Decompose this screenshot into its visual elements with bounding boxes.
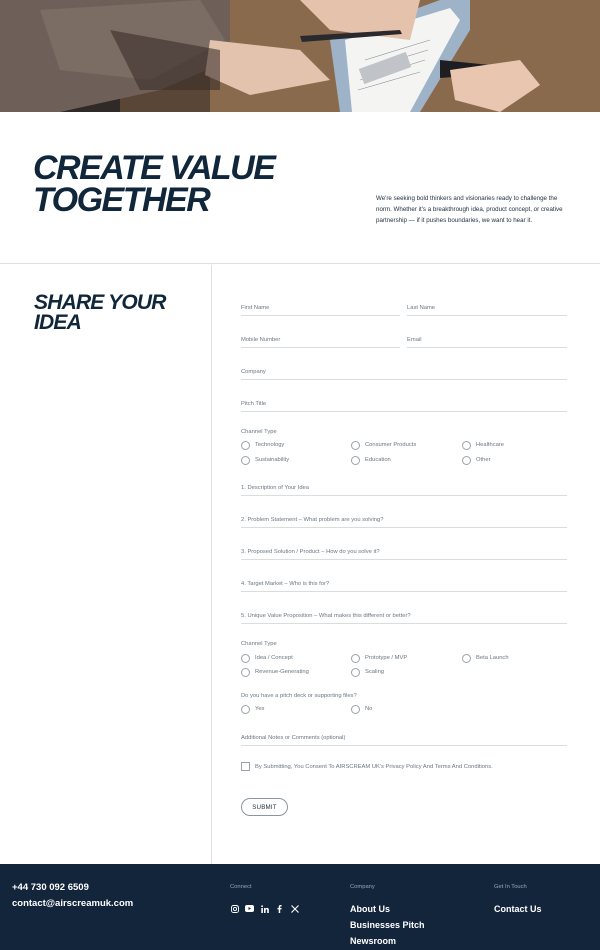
pitch-title-placeholder: Pitch Title (241, 401, 267, 407)
radio-circle[interactable] (241, 456, 250, 465)
last-name-field[interactable] (407, 302, 567, 316)
radio-circle[interactable] (462, 456, 471, 465)
linkedin-icon[interactable] (260, 904, 269, 913)
radio-healthcare[interactable] (462, 440, 504, 450)
radio-no[interactable] (351, 704, 372, 714)
radio-label: Beta Launch (476, 655, 509, 661)
radio-revenue-generating[interactable] (241, 667, 309, 677)
mobile-number-field[interactable] (241, 334, 400, 348)
radio-label: Yes (255, 706, 265, 712)
description-placeholder: 1. Description of Your Idea (241, 485, 309, 491)
radio-circle[interactable] (351, 654, 360, 663)
radio-circle[interactable] (241, 654, 250, 663)
radio-beta-launch[interactable] (462, 653, 509, 663)
radio-technology[interactable] (241, 440, 284, 450)
mobile-number-placeholder: Mobile Number (241, 337, 281, 343)
consent-label: By Submitting, You Consent To AIRSCREAM UK's Privacy Policy And Terms And Conditions. (255, 763, 493, 770)
unique-value-placeholder: 5. Unique Value Proposition – What makes this different or better? (241, 613, 411, 619)
radio-circle[interactable] (241, 705, 250, 714)
radio-idea-concept[interactable] (241, 653, 293, 663)
consent-checkbox-row[interactable] (241, 762, 493, 771)
email-field[interactable] (407, 334, 567, 348)
problem-statement-field[interactable] (241, 514, 567, 528)
footer-link-about-us[interactable]: About Us (350, 904, 390, 914)
radio-circle[interactable] (462, 654, 471, 663)
radio-circle[interactable] (351, 668, 360, 677)
proposed-solution-placeholder: 3. Proposed Solution / Product – How do you solve it? (241, 549, 380, 555)
company-placeholder: Company (241, 369, 266, 375)
radio-yes[interactable] (241, 704, 264, 714)
hero-photo-illustration (0, 0, 600, 112)
footer (0, 864, 600, 950)
radio-label: Consumer Products (365, 442, 417, 448)
last-name-placeholder: Last Name (407, 305, 436, 311)
radio-label: No (365, 706, 373, 712)
hero-image (0, 0, 600, 112)
radio-label: Education (365, 457, 391, 463)
form-title: SHARE YOUR IDEA (34, 291, 166, 334)
radio-circle[interactable] (241, 668, 250, 677)
radio-other[interactable] (462, 455, 491, 465)
first-name-placeholder: First Name (241, 305, 270, 311)
unique-value-field[interactable] (241, 610, 567, 624)
radio-circle[interactable] (351, 456, 360, 465)
problem-statement-placeholder: 2. Problem Statement – What problem are you solving? (241, 517, 384, 523)
proposed-solution-field[interactable] (241, 546, 567, 560)
stage-label: Channel Type (241, 641, 277, 647)
pitch-deck-label: Do you have a pitch deck or supporting files? (241, 693, 357, 699)
submit-button[interactable]: SUBMIT (241, 798, 288, 816)
radio-circle[interactable] (462, 441, 471, 450)
channel-type-label: Channel Type (241, 429, 277, 435)
description-field[interactable] (241, 482, 567, 496)
additional-notes-field[interactable] (241, 732, 567, 746)
footer-phone[interactable]: +44 730 092 6509 (12, 882, 89, 893)
radio-circle[interactable] (351, 705, 360, 714)
radio-label: Technology (255, 442, 285, 448)
facebook-icon[interactable] (275, 904, 284, 913)
radio-label: Other (476, 457, 491, 463)
company-field[interactable] (241, 366, 567, 380)
radio-education[interactable] (351, 455, 391, 465)
first-name-field[interactable] (241, 302, 400, 316)
pitch-title-field[interactable] (241, 398, 567, 412)
radio-label: Idea / Concept (255, 655, 293, 661)
connect-heading: Connect (230, 884, 252, 890)
radio-label: Healthcare (476, 442, 505, 448)
email-placeholder: Email (407, 337, 422, 343)
company-heading: Company (350, 884, 375, 890)
footer-email[interactable]: contact@airscreamuk.com (12, 898, 134, 909)
youtube-icon[interactable] (245, 904, 254, 913)
target-market-placeholder: 4. Target Market – Who is this for? (241, 581, 330, 587)
radio-consumer-products[interactable] (351, 440, 416, 450)
additional-notes-placeholder: Additional Notes or Comments (optional) (241, 735, 346, 741)
footer-link-contact-us[interactable]: Contact Us (494, 904, 542, 914)
divider (211, 265, 212, 864)
radio-scaling[interactable] (351, 667, 384, 677)
radio-prototype-mvp[interactable] (351, 653, 407, 663)
x-icon[interactable] (290, 904, 299, 913)
pitch-form-section (0, 265, 600, 864)
consent-checkbox[interactable] (241, 762, 250, 771)
page-title: CREATE VALUE TOGETHER (33, 149, 275, 219)
instagram-icon[interactable] (230, 904, 239, 913)
radio-sustainability[interactable] (241, 455, 289, 465)
radio-circle[interactable] (351, 441, 360, 450)
footer-link-businesses-pitch[interactable]: Businesses Pitch (350, 920, 425, 930)
get-in-touch-heading: Get In Touch (494, 884, 527, 890)
intro-section (0, 112, 600, 264)
radio-label: Prototype / MVP (365, 655, 408, 661)
radio-label: Revenue-Generating (255, 669, 309, 675)
radio-label: Sustainability (255, 457, 290, 463)
intro-description: We're seeking bold thinkers and visionaries ready to challenge the norm. Whether it's a breakthrough idea, product concept, or creative partnership — if it pushes boundaries, we want to hear it. (376, 195, 563, 224)
social-links (230, 904, 299, 913)
target-market-field[interactable] (241, 578, 567, 592)
radio-label: Scaling (365, 669, 385, 675)
radio-circle[interactable] (241, 441, 250, 450)
footer-link-newsroom[interactable]: Newsroom (350, 936, 397, 946)
